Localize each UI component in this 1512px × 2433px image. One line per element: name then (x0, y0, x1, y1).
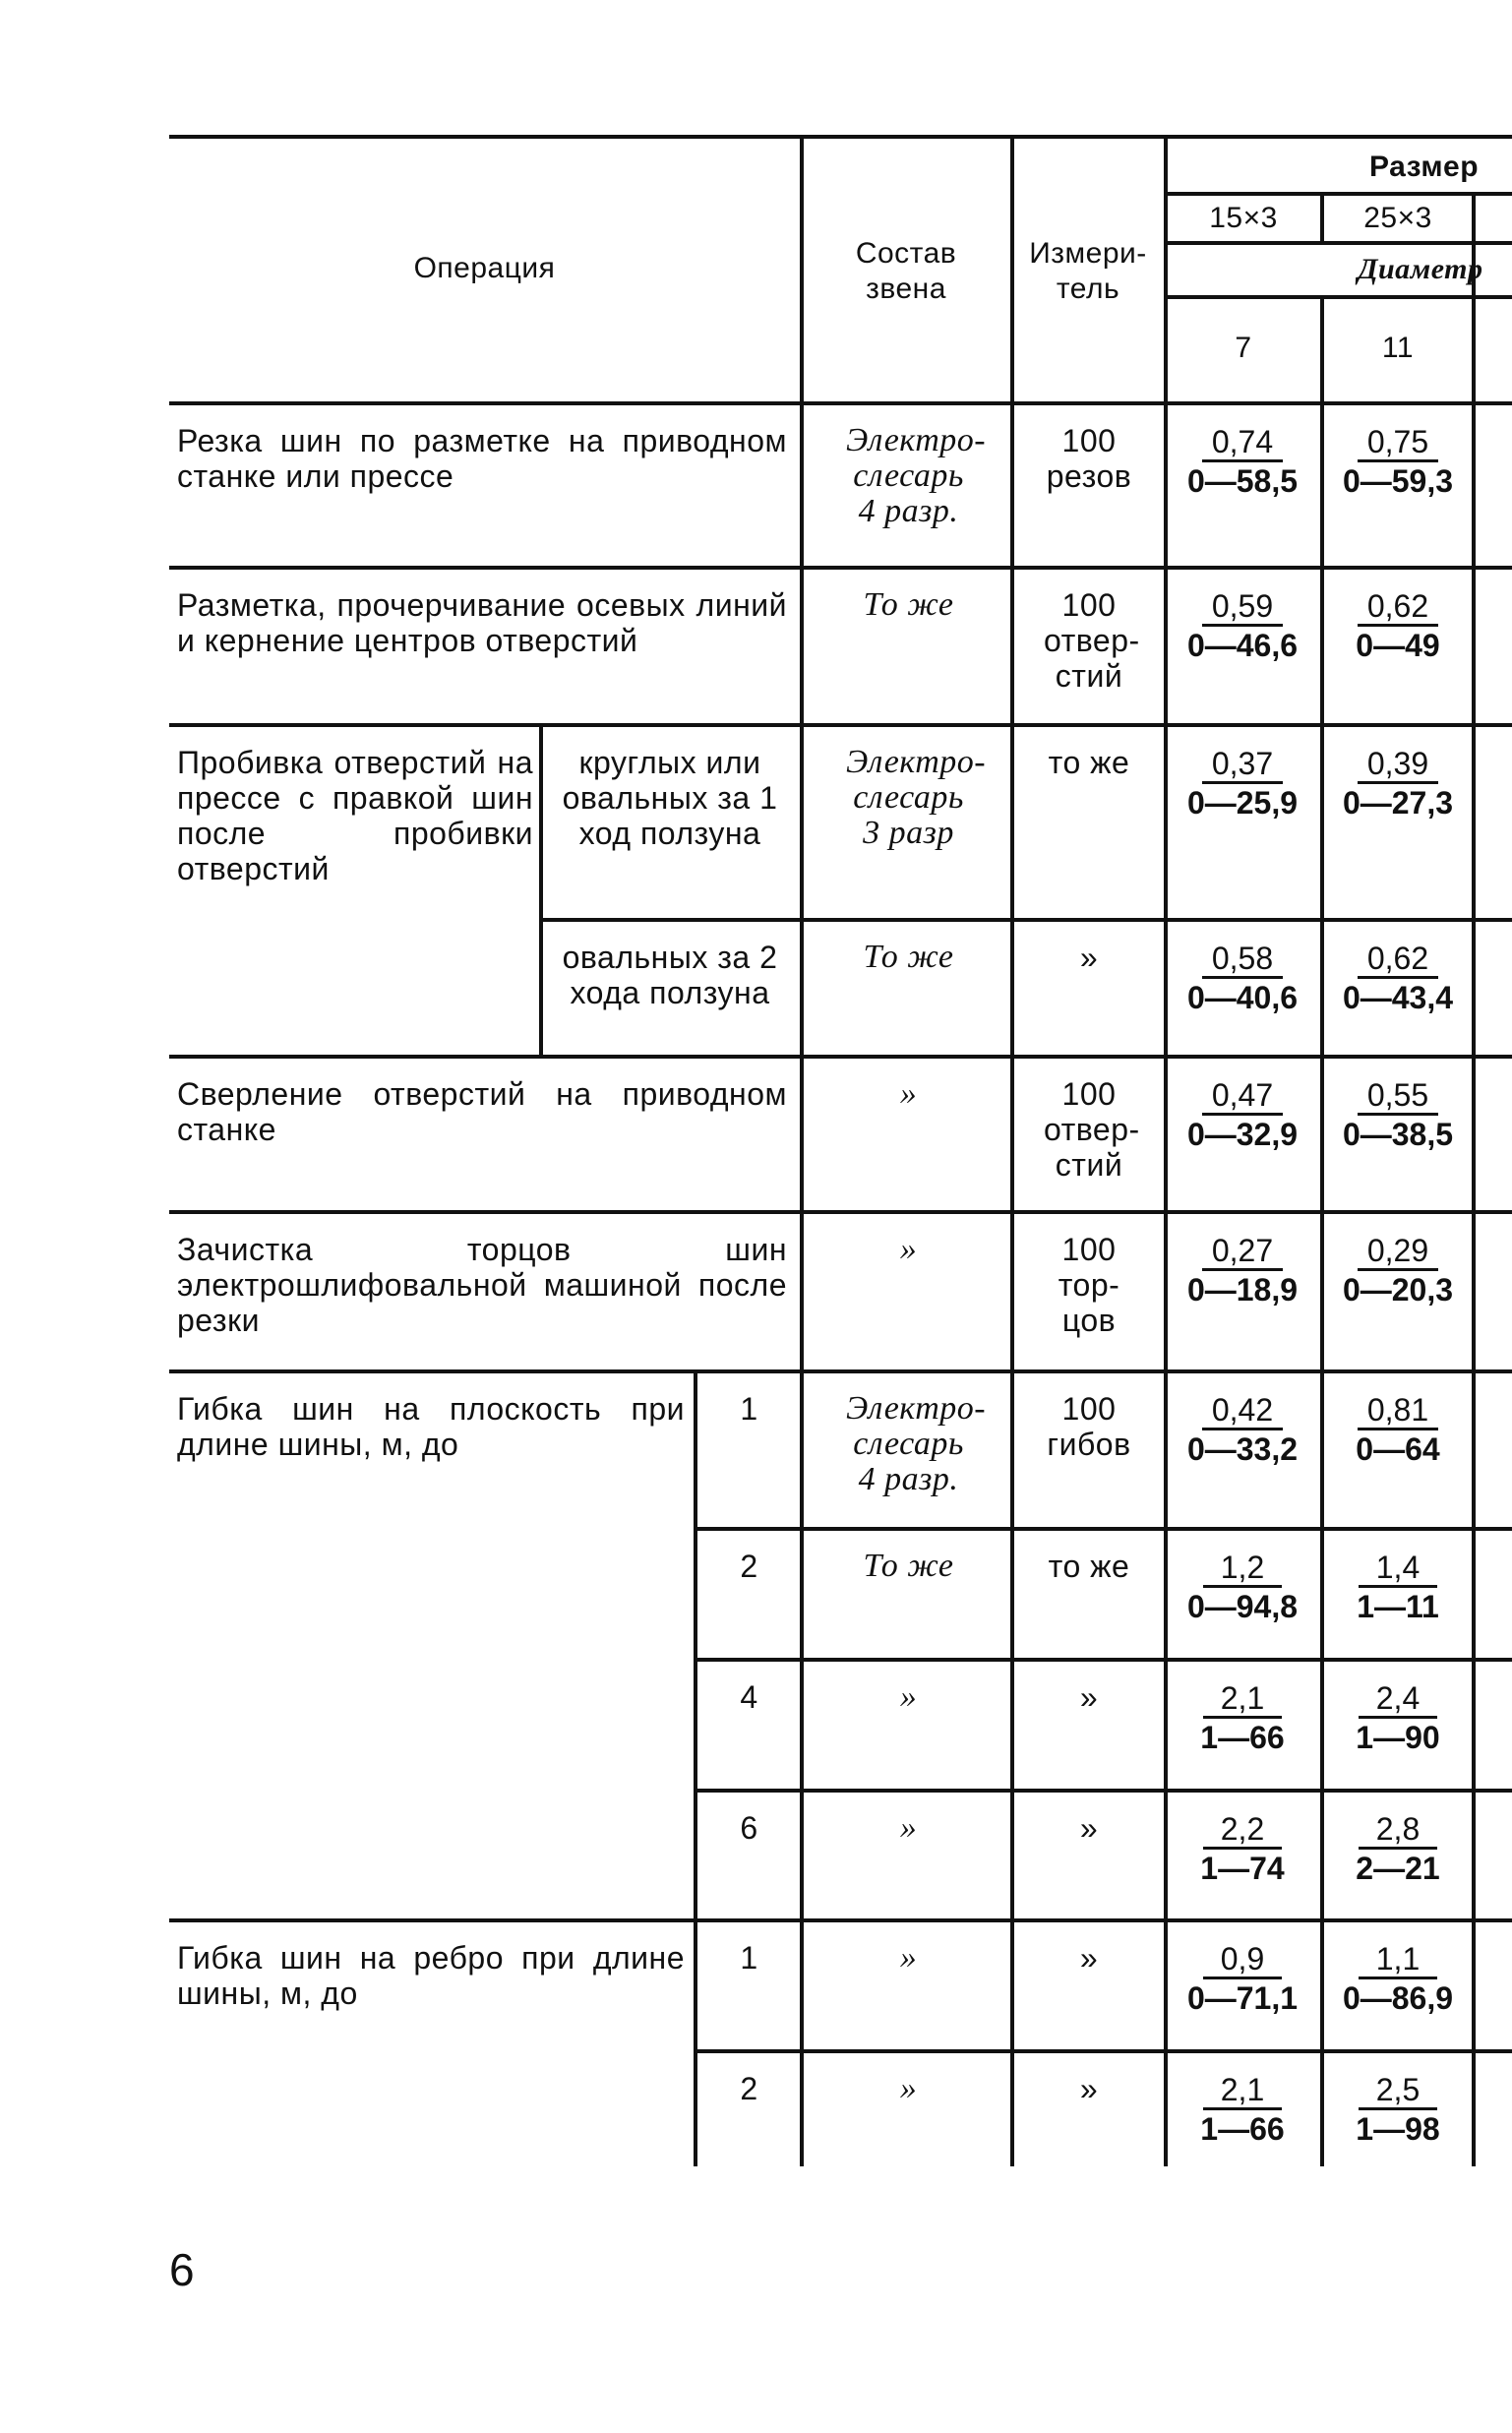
unit-cell: » (1079, 940, 1099, 975)
crew-cell: Электро-слесарь 4 разр. (846, 1390, 987, 1497)
norm-cost-value: 1—98 (1356, 2111, 1440, 2147)
row-rule (696, 1527, 1512, 1531)
norm-value-b (1324, 942, 1472, 1016)
norm-value-a (1168, 425, 1317, 500)
unit-cell: то же (1048, 745, 1130, 780)
norm-value-a (1168, 1812, 1317, 1887)
row-rule (696, 1789, 1512, 1793)
crew-cell: » (899, 1809, 918, 1846)
crew-cell: То же (863, 1548, 954, 1584)
norm-cost-value: 0—43,4 (1342, 980, 1454, 1015)
operation-cell: Резка шин по разметке на приводном станке или прессе (177, 423, 787, 494)
header-operation: Операция (413, 252, 556, 284)
norm-cost-value: 0—71,1 (1186, 1980, 1299, 2016)
unit-cell: » (1079, 1679, 1099, 1715)
crew-cell: » (899, 1075, 918, 1112)
header-rule-size (1167, 192, 1512, 196)
norm-time-value: 0,55 (1358, 1078, 1438, 1116)
norm-value-b (1324, 1393, 1472, 1468)
header-crew: Состав звена (855, 237, 957, 305)
column-rule (1472, 192, 1476, 2166)
norm-time-value: 0,39 (1358, 747, 1438, 784)
norm-time-value: 1,2 (1203, 1551, 1282, 1588)
norm-cost-value: 0—18,9 (1186, 1272, 1299, 1308)
length-cell: 2 (740, 1549, 758, 1584)
unit-cell: 100 резов (1046, 423, 1132, 494)
crew-cell: » (899, 1678, 918, 1715)
row-rule (169, 1055, 1512, 1059)
header-dia-a: 7 (1235, 332, 1252, 364)
norm-cost-value: 0—94,8 (1186, 1589, 1299, 1624)
norm-cost-value: 0—40,6 (1186, 980, 1299, 1015)
norm-value-b (1324, 1551, 1472, 1625)
unit-cell: то же (1048, 1549, 1130, 1584)
norm-value-a (1168, 1551, 1317, 1625)
norm-value-b (1324, 747, 1472, 821)
header-size: Размер (1369, 151, 1480, 183)
norm-cost-value: 0—32,9 (1186, 1117, 1299, 1152)
norm-cost-value: 0—58,5 (1186, 463, 1299, 499)
header-dia-b: 11 (1381, 332, 1415, 364)
norm-value-b (1324, 1812, 1472, 1887)
unit-cell: 100 отвер-стий (1044, 1076, 1140, 1183)
header-rule-dimensions (1167, 241, 1512, 245)
row-rule (169, 1918, 1512, 1922)
norm-cost-value: 0—64 (1356, 1431, 1440, 1467)
column-rule (539, 723, 543, 1055)
unit-cell: » (1079, 2071, 1099, 2106)
unit-cell: 100 отвер-стий (1044, 587, 1140, 694)
norm-value-b (1324, 425, 1472, 500)
norm-cost-value: 0—33,2 (1186, 1431, 1299, 1467)
crew-cell: То же (863, 939, 954, 975)
norm-time-value: 0,9 (1203, 1942, 1282, 1979)
norm-time-value: 0,74 (1202, 425, 1283, 462)
norm-time-value: 0,47 (1202, 1078, 1283, 1116)
norm-value-b (1324, 1942, 1472, 2017)
norm-time-value: 2,8 (1359, 1812, 1437, 1850)
norm-time-value: 0,58 (1202, 942, 1283, 979)
row-rule (169, 1210, 1512, 1214)
norm-value-a (1168, 1681, 1317, 1756)
norm-time-value: 1,4 (1359, 1551, 1437, 1588)
column-rule (800, 135, 804, 2166)
unit-cell: » (1079, 1940, 1099, 1976)
crew-cell: » (899, 1939, 918, 1976)
norm-time-value: 0,42 (1202, 1393, 1283, 1430)
norm-cost-value: 0—25,9 (1186, 785, 1299, 821)
length-cell: 6 (740, 1810, 758, 1846)
norm-cost-value: 0—27,3 (1342, 785, 1454, 821)
norm-value-a (1168, 1234, 1317, 1308)
header-rule-diameter (1167, 295, 1512, 299)
header-unit: Измери-тель (1029, 237, 1147, 305)
norm-time-value: 0,59 (1202, 589, 1283, 627)
crew-cell: » (899, 2070, 918, 2106)
length-cell: 2 (740, 2071, 758, 2106)
unit-cell: 100 гибов (1047, 1391, 1131, 1462)
norm-cost-value: 0—20,3 (1342, 1272, 1454, 1308)
norm-value-b (1324, 1234, 1472, 1308)
norm-value-a (1168, 1942, 1317, 2017)
norm-time-value: 0,62 (1358, 942, 1438, 979)
length-cell: 4 (740, 1679, 758, 1715)
norm-value-b (1324, 1078, 1472, 1153)
norm-value-b (1324, 2073, 1472, 2148)
row-rule (696, 1658, 1512, 1662)
row-rule (541, 918, 1512, 922)
operation-cell: Гибка шин на плоскость при длине шины, м, до (177, 1391, 685, 1462)
norm-cost-value: 1—90 (1356, 1720, 1440, 1755)
norm-cost-value: 0—49 (1356, 628, 1440, 663)
norm-cost-value: 1—74 (1200, 1851, 1285, 1886)
norm-cost-value: 1—66 (1200, 1720, 1285, 1755)
crew-cell: » (899, 1231, 918, 1267)
crew-cell: Электро-слесарь 3 разр (846, 744, 987, 851)
norm-time-value: 0,62 (1358, 589, 1438, 627)
header-diameter: Диаметр (1358, 253, 1483, 285)
operation-cell: Разметка, прочерчивание осевых линий и кернение центров отверстий (177, 587, 787, 658)
operation-cell: Зачистка торцов шин электрошлифовальной машиной после резки (177, 1232, 787, 1338)
norm-value-a (1168, 747, 1317, 821)
header-size-b: 25×3 (1363, 202, 1432, 234)
row-rule (169, 566, 1512, 570)
page-number: 6 (169, 2244, 195, 2295)
norm-cost-value: 0—38,5 (1342, 1117, 1454, 1152)
row-rule (696, 2049, 1512, 2053)
norm-value-a (1168, 589, 1317, 664)
norm-cost-value: 1—11 (1357, 1589, 1439, 1624)
unit-cell: 100 тор-цов (1058, 1232, 1120, 1338)
operation-cell: Пробивка отверстий на прессе с правкой шин после пробивки отверстий (177, 745, 533, 886)
column-rule (1010, 135, 1014, 2166)
norm-time-value: 1,1 (1359, 1942, 1437, 1979)
norm-value-a (1168, 2073, 1317, 2148)
norm-value-a (1168, 942, 1317, 1016)
row-rule (169, 723, 1512, 727)
norm-time-value: 0,29 (1358, 1234, 1438, 1271)
norm-value-b (1324, 1681, 1472, 1756)
norm-time-value: 0,75 (1358, 425, 1438, 462)
norm-cost-value: 2—21 (1356, 1851, 1440, 1886)
operation-subtype-cell: круглых или овальных за 1 ход ползуна (562, 745, 778, 851)
norm-time-value: 0,27 (1202, 1234, 1283, 1271)
length-cell: 1 (740, 1940, 758, 1976)
crew-cell: Электро-слесарь 4 разр. (846, 422, 987, 529)
norm-time-value: 2,5 (1359, 2073, 1437, 2110)
norm-cost-value: 0—46,6 (1186, 628, 1299, 663)
norm-cost-value: 0—59,3 (1342, 463, 1454, 499)
length-cell: 1 (740, 1391, 758, 1427)
norm-time-value: 0,37 (1202, 747, 1283, 784)
crew-cell: То же (863, 586, 954, 623)
norm-time-value: 2,1 (1203, 1681, 1282, 1719)
norm-cost-value: 1—66 (1200, 2111, 1285, 2147)
norm-value-b (1324, 589, 1472, 664)
header-bottom-rule (169, 401, 1512, 405)
operation-subtype-cell: овальных за 2 хода ползуна (562, 940, 778, 1010)
header-size-a: 15×3 (1209, 202, 1278, 234)
operation-cell: Гибка шин на ребро при длине шины, м, до (177, 1940, 685, 2011)
norm-time-value: 2,1 (1203, 2073, 1282, 2110)
norm-time-value: 2,2 (1203, 1812, 1282, 1850)
norm-value-a (1168, 1393, 1317, 1468)
column-rule (694, 1369, 697, 2166)
norm-cost-value: 0—86,9 (1342, 1980, 1454, 2016)
unit-cell: » (1079, 1810, 1099, 1846)
norm-time-value: 0,81 (1358, 1393, 1438, 1430)
norm-value-a (1168, 1078, 1317, 1153)
row-rule (169, 1369, 1512, 1373)
norm-time-value: 2,4 (1359, 1681, 1437, 1719)
operation-cell: Сверление отверстий на приводном станке (177, 1076, 787, 1147)
table-top-rule (169, 135, 1512, 139)
